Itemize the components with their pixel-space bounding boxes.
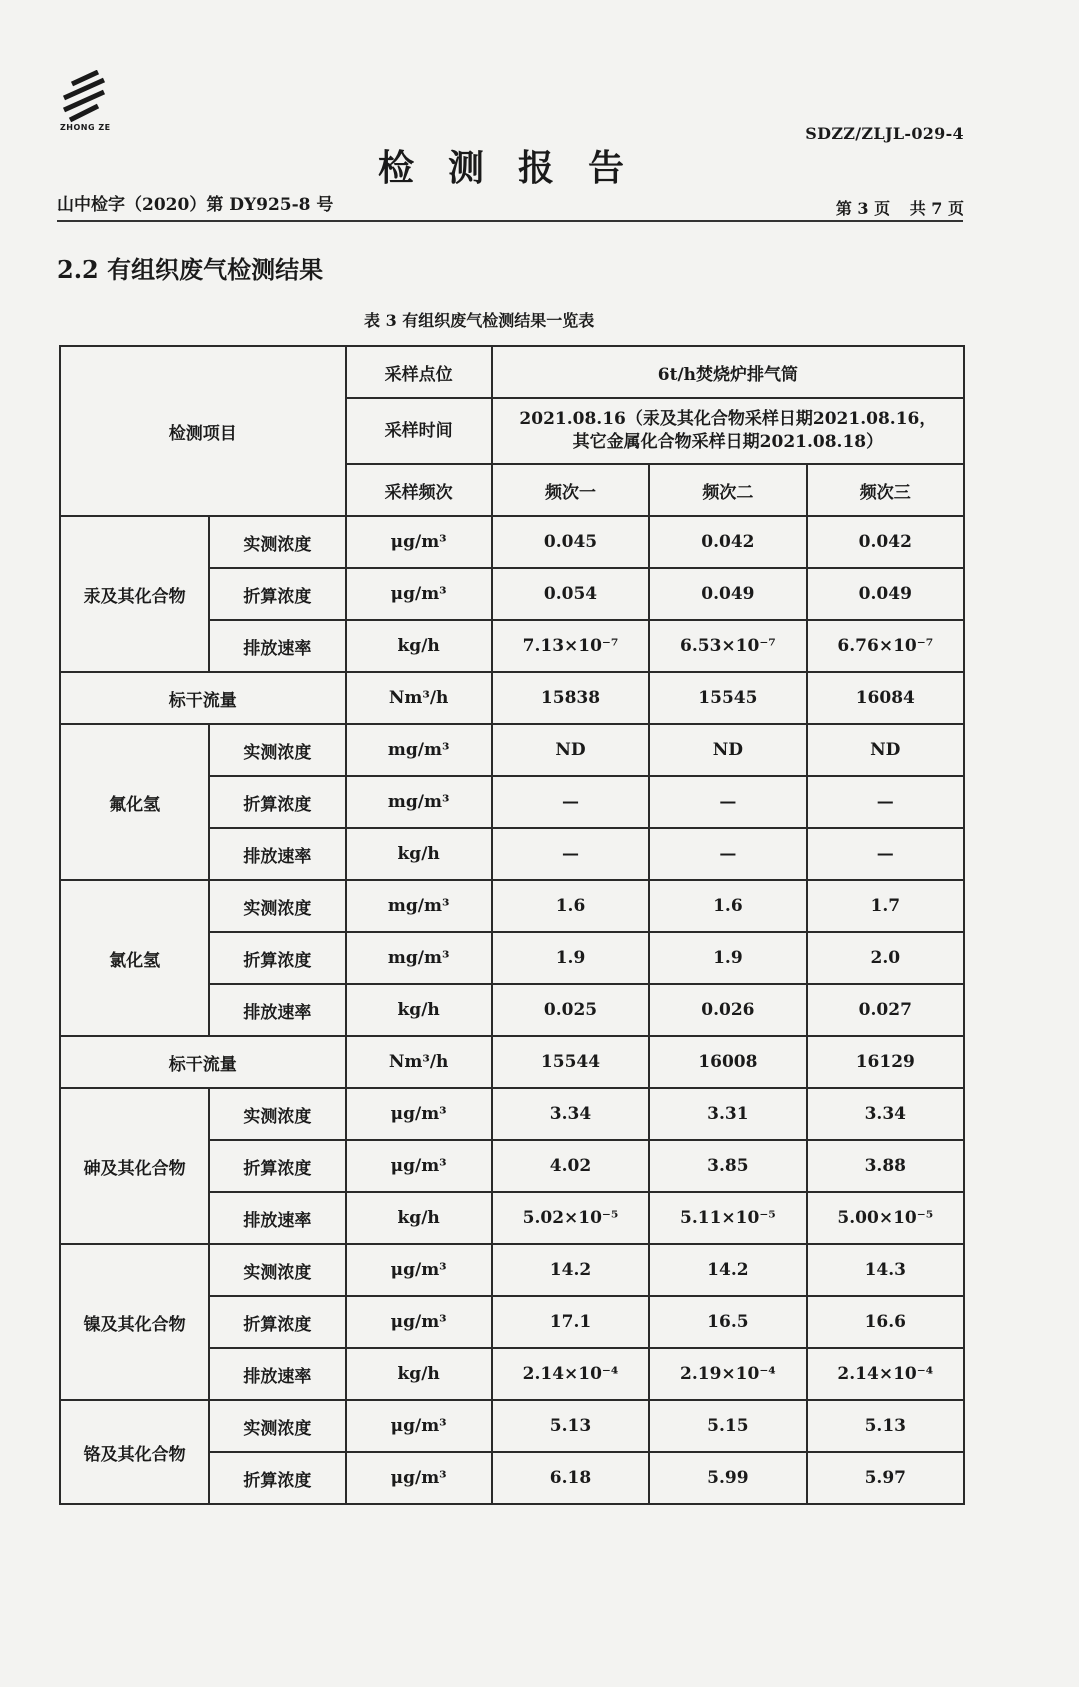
unit-cell: Nm³/h: [346, 1036, 492, 1088]
value-cell: 5.97: [807, 1452, 964, 1504]
unit-cell: mg/m³: [346, 932, 492, 984]
metric-cell: 实测浓度: [209, 724, 345, 776]
unit-cell: μg/m³: [346, 1244, 492, 1296]
value-cell: 5.13: [807, 1400, 964, 1452]
value-cell: ND: [492, 724, 649, 776]
table-row: [60, 724, 964, 776]
value-cell: 1.6: [492, 880, 649, 932]
unit-cell: μg/m³: [346, 568, 492, 620]
metric-cell: 排放速率: [209, 984, 345, 1036]
value-cell: 16008: [649, 1036, 806, 1088]
metric-cell: 折算浓度: [209, 776, 345, 828]
page-info: [822, 196, 964, 219]
metric-cell: 排放速率: [209, 620, 345, 672]
results-table: [59, 345, 965, 1505]
value-cell: 7.13×10⁻⁷: [492, 620, 649, 672]
time-value-cell: [492, 398, 964, 464]
value-cell: 0.042: [807, 516, 964, 568]
value-cell: 14.2: [492, 1244, 649, 1296]
value-cell: 0.027: [807, 984, 964, 1036]
value-cell: 0.042: [649, 516, 806, 568]
value-cell: 3.34: [492, 1088, 649, 1140]
value-cell: 14.3: [807, 1244, 964, 1296]
group-name-cell: 铬及其化合物: [60, 1400, 209, 1504]
report-title: 检测报告: [378, 147, 659, 189]
table-row: [60, 346, 964, 398]
group-name-cell: 标干流量: [60, 1036, 346, 1088]
table-row: [60, 672, 964, 724]
value-cell: —: [649, 776, 806, 828]
point-label-cell: 采样点位: [346, 346, 492, 398]
unit-cell: kg/h: [346, 828, 492, 880]
value-cell: 3.88: [807, 1140, 964, 1192]
value-cell: 0.045: [492, 516, 649, 568]
value-cell: 15544: [492, 1036, 649, 1088]
value-cell: 1.7: [807, 880, 964, 932]
unit-cell: μg/m³: [346, 516, 492, 568]
table-caption: 表 3 有组织废气检测结果一览表: [364, 311, 595, 330]
value-cell: 16084: [807, 672, 964, 724]
unit-cell: Nm³/h: [346, 672, 492, 724]
point-value-cell: 6t/h焚烧炉排气筒: [492, 346, 964, 398]
freq-cell: 频次二: [649, 464, 806, 516]
value-cell: 1.9: [649, 932, 806, 984]
metric-cell: 折算浓度: [209, 932, 345, 984]
metric-cell: 排放速率: [209, 1192, 345, 1244]
page-total: 共 7 页: [909, 199, 964, 218]
unit-cell: μg/m³: [346, 1452, 492, 1504]
value-cell: —: [807, 776, 964, 828]
value-cell: 2.14×10⁻⁴: [492, 1348, 649, 1400]
report-number: 山中检字（2020）第 DY925-8 号: [57, 195, 334, 215]
freq-cell: 频次三: [807, 464, 964, 516]
value-cell: —: [649, 828, 806, 880]
value-cell: 2.14×10⁻⁴: [807, 1348, 964, 1400]
unit-cell: μg/m³: [346, 1400, 492, 1452]
item-header-cell: 检测项目: [60, 346, 346, 516]
value-cell: 5.11×10⁻⁵: [649, 1192, 806, 1244]
table-row: [60, 1244, 964, 1296]
freq-cell: 频次一: [492, 464, 649, 516]
value-cell: 15545: [649, 672, 806, 724]
document-code: SDZZ/ZLJL-029-4: [805, 124, 964, 143]
value-cell: 4.02: [492, 1140, 649, 1192]
table-row: [60, 1088, 964, 1140]
time-label-cell: 采样时间: [346, 398, 492, 464]
value-cell: ND: [807, 724, 964, 776]
value-cell: 5.15: [649, 1400, 806, 1452]
group-name-cell: 氯化氢: [60, 880, 209, 1036]
metric-cell: 折算浓度: [209, 1452, 345, 1504]
group-name-cell: 砷及其化合物: [60, 1088, 209, 1244]
value-cell: 1.6: [649, 880, 806, 932]
value-cell: 3.31: [649, 1088, 806, 1140]
table-row: [60, 1400, 964, 1452]
group-name-cell: 汞及其化合物: [60, 516, 209, 672]
group-name-cell: 氟化氢: [60, 724, 209, 880]
value-cell: ND: [649, 724, 806, 776]
value-cell: 5.02×10⁻⁵: [492, 1192, 649, 1244]
value-cell: 16.5: [649, 1296, 806, 1348]
unit-cell: mg/m³: [346, 724, 492, 776]
metric-cell: 实测浓度: [209, 516, 345, 568]
unit-cell: mg/m³: [346, 776, 492, 828]
value-cell: 16.6: [807, 1296, 964, 1348]
value-cell: 0.054: [492, 568, 649, 620]
value-cell: 6.76×10⁻⁷: [807, 620, 964, 672]
value-cell: —: [492, 776, 649, 828]
section-title: 2.2 有组织废气检测结果: [57, 255, 324, 284]
table-row: [60, 1036, 964, 1088]
group-name-cell: 标干流量: [60, 672, 346, 724]
value-cell: 0.025: [492, 984, 649, 1036]
value-cell: 0.026: [649, 984, 806, 1036]
table-row: [60, 516, 964, 568]
unit-cell: μg/m³: [346, 1296, 492, 1348]
value-cell: 5.99: [649, 1452, 806, 1504]
metric-cell: 实测浓度: [209, 1088, 345, 1140]
header-divider: [57, 220, 963, 222]
freq-label-cell: 采样频次: [346, 464, 492, 516]
time-value-line-2: 其它金属化合物采样日期2021.08.18）: [572, 432, 884, 452]
value-cell: 17.1: [492, 1296, 649, 1348]
unit-cell: μg/m³: [346, 1088, 492, 1140]
metric-cell: 实测浓度: [209, 880, 345, 932]
value-cell: 6.18: [492, 1452, 649, 1504]
value-cell: 15838: [492, 672, 649, 724]
value-cell: 2.19×10⁻⁴: [649, 1348, 806, 1400]
value-cell: 14.2: [649, 1244, 806, 1296]
value-cell: 5.13: [492, 1400, 649, 1452]
value-cell: —: [807, 828, 964, 880]
metric-cell: 实测浓度: [209, 1400, 345, 1452]
time-value-line-1: 2021.08.16（汞及其化合物采样日期2021.08.16，: [519, 409, 937, 430]
unit-cell: kg/h: [346, 620, 492, 672]
page-number: 第 3 页: [835, 199, 891, 218]
unit-cell: kg/h: [346, 1192, 492, 1244]
table-row: [60, 880, 964, 932]
metric-cell: 折算浓度: [209, 568, 345, 620]
metric-cell: 折算浓度: [209, 1296, 345, 1348]
value-cell: 2.0: [807, 932, 964, 984]
value-cell: 0.049: [807, 568, 964, 620]
logo-text: ZHONG ZE: [60, 123, 111, 132]
group-name-cell: 镍及其化合物: [60, 1244, 209, 1400]
unit-cell: mg/m³: [346, 880, 492, 932]
value-cell: 3.85: [649, 1140, 806, 1192]
metric-cell: 实测浓度: [209, 1244, 345, 1296]
metric-cell: 排放速率: [209, 828, 345, 880]
value-cell: 6.53×10⁻⁷: [649, 620, 806, 672]
unit-cell: μg/m³: [346, 1140, 492, 1192]
value-cell: 0.049: [649, 568, 806, 620]
value-cell: 5.00×10⁻⁵: [807, 1192, 964, 1244]
value-cell: 3.34: [807, 1088, 964, 1140]
value-cell: 1.9: [492, 932, 649, 984]
value-cell: 16129: [807, 1036, 964, 1088]
metric-cell: 折算浓度: [209, 1140, 345, 1192]
unit-cell: kg/h: [346, 984, 492, 1036]
metric-cell: 排放速率: [209, 1348, 345, 1400]
unit-cell: kg/h: [346, 1348, 492, 1400]
value-cell: —: [492, 828, 649, 880]
